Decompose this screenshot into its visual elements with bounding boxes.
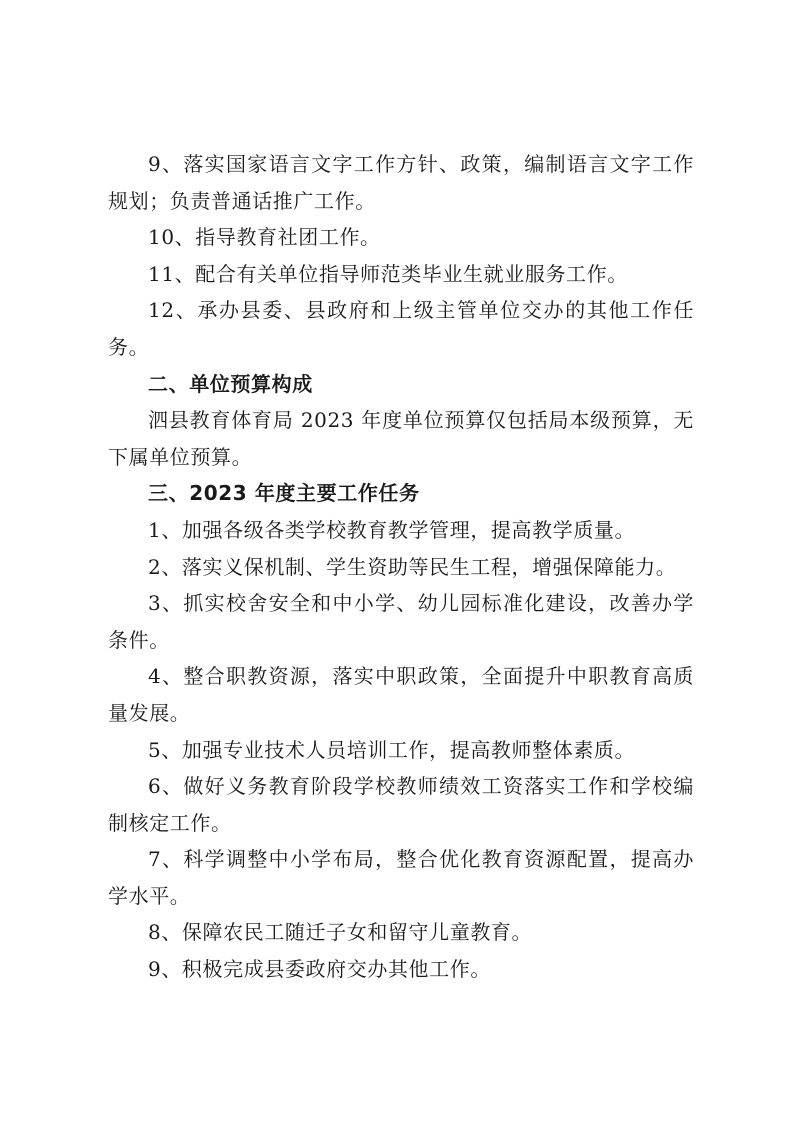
document-body: [108, 146, 694, 988]
section-heading-main-tasks-2023: 三、2023 年度主要工作任务: [148, 481, 420, 506]
paragraph-item-10-education-societies: 10、指导教育社团工作。: [148, 225, 381, 250]
paragraph-task-4: 4、整合职教资源，落实中职政策，全面提升中职教育高质量发展。: [108, 664, 694, 725]
section-heading-budget-composition: 二、单位预算构成: [148, 371, 313, 396]
paragraph-budget-composition: 泗县教育体育局 2023 年度单位预算仅包括局本级预算，无下属单位预算。: [108, 408, 694, 469]
paragraph-task-7: 7、科学调整中小学布局，整合优化教育资源配置，提高办学水平。: [108, 847, 694, 908]
paragraph-task-3: 3、抓实校舍安全和中小学、幼儿园标准化建设，改善办学条件。: [108, 591, 694, 652]
paragraph-item-11-graduate-employment: 11、配合有关单位指导师范类毕业生就业服务工作。: [148, 261, 628, 286]
paragraph-task-1: 1、加强各级各类学校教育教学管理，提高教学质量。: [148, 517, 636, 542]
paragraph-task-8: 8、保障农民工随迁子女和留守儿童教育。: [148, 920, 533, 945]
paragraph-item-9-language-work: 9、落实国家语言文字工作方针、政策，编制语言文字工作规划；负责普通话推广工作。: [108, 152, 694, 213]
paragraph-task-2: 2、落实义保机制、学生资助等民生工程，增强保障能力。: [148, 554, 677, 579]
paragraph-task-6: 6、做好义务教育阶段学校教师绩效工资落实工作和学校编制核定工作。: [108, 774, 694, 835]
paragraph-item-12-other-tasks: 12、承办县委、县政府和上级主管单位交办的其他工作任务。: [108, 298, 694, 359]
paragraph-task-9: 9、积极完成县委政府交办其他工作。: [148, 957, 491, 982]
paragraph-task-5: 5、加强专业技术人员培训工作，提高教师整体素质。: [148, 737, 636, 762]
